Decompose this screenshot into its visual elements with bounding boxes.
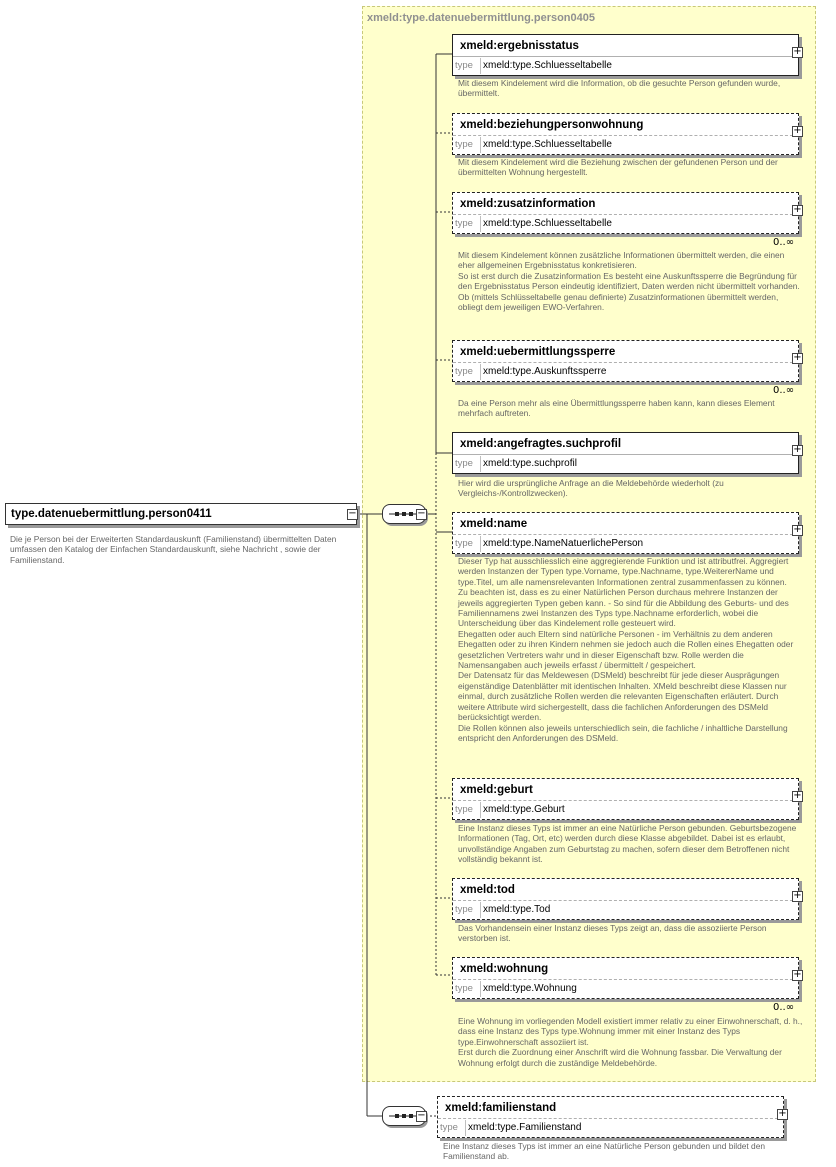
element-type: xmeld:type.Schluesseltabelle [483,60,612,71]
element-type: xmeld:type.Geburt [483,804,565,815]
element-box-beziehungpersonwohnung[interactable] [452,113,802,155]
cardinality-label: 0..∞ [773,385,795,396]
element-name: xmeld:tod [460,884,515,896]
element-description: Eine Instanz dieses Typs ist immer an eine Natürliche Person gebunden. Geburtsbezogene Informationen (Tag, Ort, etc) werden durch diese Klasse abgebildet. Dabei ist es erlaubt, unvollständige Angaben zum Geburtstag zu machen, sofern dieser dem Betroffenen nicht vollständig bekannt ist. [458,823,797,865]
cardinality-label: 0..∞ [773,1002,795,1013]
element-name: xmeld:familienstand [445,1102,557,1114]
root-type-box[interactable] [5,503,357,525]
element-type: xmeld:type.Wohnung [483,983,577,994]
extension-base-title: xmeld:type.datenuebermittlung.person0405 [367,12,595,24]
element-name: xmeld:wohnung [460,963,549,975]
element-description: Mit diesem Kindelement wird die Beziehung zwischen der gefundenen Person und der übermittelten Wohnung hergestellt. [458,157,778,178]
expand-icon[interactable]: + [793,352,802,363]
expand-icon[interactable]: + [793,890,802,901]
expand-icon[interactable]: + [793,969,802,980]
collapse-icon[interactable]: − [417,508,426,519]
element-box-tod[interactable] [452,878,802,920]
type-label: type [455,137,481,153]
type-label: type [455,456,481,472]
element-type: xmeld:type.NameNatuerlichePerson [483,538,644,549]
element-description: Mit diesem Kindelement können zusätzliche Informationen übermittelt werden, die einen eher allgemeinen Ergebnisstatus konkretisieren. So ist erst durch die Zusatzinformation Es besteht eine Auskunftssperre die Begründung für den Ergebnisstatus Person eindeutig identifiziert, Daten werden nicht übermittelt vorhanden. Ob (mittels Schlüsseltabelle genau definierte) Zusatzinformationen übermittelt werden, obliegt dem jeweiligen EWO-Verfahren. [458,250,800,313]
element-type: xmeld:type.Schluesseltabelle [483,218,612,229]
element-name: xmeld:geburt [460,784,533,796]
element-name: xmeld:beziehungpersonwohnung [460,119,644,131]
element-type: xmeld:type.Familienstand [468,1122,582,1133]
type-label: type [440,1120,466,1136]
expand-icon[interactable]: + [778,1108,787,1119]
cardinality-label: 0..∞ [773,237,795,248]
element-name: xmeld:zusatzinformation [460,198,596,210]
type-label: type [455,981,481,997]
type-label: type [455,364,481,380]
element-name: xmeld:uebermittlungssperre [460,346,616,358]
element-type: xmeld:type.Schluesseltabelle [483,139,612,150]
element-box-angefragtes-suchprofil[interactable] [452,432,802,474]
type-label: type [455,58,481,74]
expand-icon[interactable]: + [793,444,802,455]
expand-icon[interactable]: + [793,524,802,535]
element-type: xmeld:type.Auskunftssperre [483,366,607,377]
element-box-familienstand[interactable] [437,1096,787,1138]
expand-icon[interactable]: + [793,204,802,215]
element-box-zusatzinformation[interactable] [452,192,802,234]
root-type-name: type.datenuebermittlung.person0411 [11,508,212,520]
element-description: Hier wird die ursprüngliche Anfrage an die Meldebehörde wiederholt (zu Vergleichs-/Kontrollzwecken). [458,478,724,499]
element-description: Eine Wohnung im vorliegenden Modell existiert immer relativ zu einer Einwohnerschaft, d. h., dass eine Instanz des Typs type.Wohnung immer mit einer Instanz des Typs type.Einwohnerschaft assoziiert ist. Erst durch die Zuordnung einer Anschrift wird die Wohnung fassbar. Die Verwaltung der Wohnung erfolgt durch die zuständige Meldebehörde. [458,1016,803,1068]
type-label: type [455,802,481,818]
element-box-geburt[interactable] [452,778,802,820]
expand-icon[interactable]: + [793,790,802,801]
element-type: xmeld:type.suchprofil [483,458,577,469]
root-description: Die je Person bei der Erweiterten Standardauskunft (Familienstand) übermittelten Daten umfassen den Katalog der Einfachen Standardauskunft, siehe Nachricht , sowie der Familienstand. [10,534,337,565]
type-label: type [455,216,481,232]
element-box-name[interactable] [452,512,802,554]
collapse-icon[interactable]: − [417,1110,426,1121]
type-label: type [455,536,481,552]
element-type: xmeld:type.Tod [483,904,551,915]
element-name: xmeld:ergebnisstatus [460,40,579,52]
element-description: Eine Instanz dieses Typs ist immer an eine Natürliche Person gebunden und bildet den Familienstand ab. [443,1141,766,1162]
element-description: Mit diesem Kindelement wird die Information, ob die gesuchte Person gefunden wurde, übermittelt. [458,78,781,99]
element-box-uebermittlungssperre[interactable] [452,340,802,382]
element-name: xmeld:angefragtes.suchprofil [460,438,622,450]
expand-icon[interactable]: + [793,46,802,57]
expand-icon[interactable]: + [793,125,802,136]
element-description: Dieser Typ hat ausschliesslich eine aggregierende Funktion und ist attributfrei. Aggregiert werden Instanzen der Typen type.Vorname, type.Nachname, type.WeitererName und type.Titel, um alle namensrelevanten Informationen zentral zusammenfassen zu können. Zu beachten ist, dass es zu einer Natürlichen Person durchaus mehrere Instanzen der jeweils aggregierten Typen geben kann. - So sind für die Abbildung des Geburts- und des Familiennamens zwei Instanzen des Typs type.Nachname erforderlich, wobei die Unterscheidung über das Kindelement rolle gesteuert wird. Ehegatten oder auch Eltern sind natürliche Personen - im Verhältnis zu dem anderen Ehegatten oder zu ihren Kindern nehmen sie jedoch auch die Rollen eines Ehegatten oder gesetzlichen Vertreters wahr und in dieser Eigenschaft bzw. Rolle werden die Namensangaben auch jeweils erfasst / übermittelt / gespeichert. Der Datensatz für das Meldewesen (DSMeld) beschreibt für jede dieser Ausprägungen eigenständige Datenblätter mit identischen Inhalten. XMeld beschreibt diese Klassen nur einmal, durch zusätzliche Rollen werden die relevanten Eigenschaften erläutert. Durch weitere Attribute wird sichergestellt, dass die fachlichen Anforderungen des DSMeld berücksichtigt werden. Die Rollen können also jeweils unterschiedlich sein, die fachliche / inhaltliche Darstellung entspricht den Anforderungen des DSMeld. [458,556,794,743]
type-label: type [455,902,481,918]
element-name: xmeld:name [460,518,528,530]
element-box-ergebnisstatus[interactable] [452,34,802,76]
element-box-wohnung[interactable] [452,957,802,999]
collapse-icon[interactable]: − [348,508,357,519]
element-description: Da eine Person mehr als eine Übermittlungssperre haben kann, kann dieses Element mehrfach auftreten. [458,398,775,419]
element-description: Das Vorhandensein einer Instanz dieses Typs zeigt an, dass die assoziierte Person verstorben ist. [458,923,767,944]
